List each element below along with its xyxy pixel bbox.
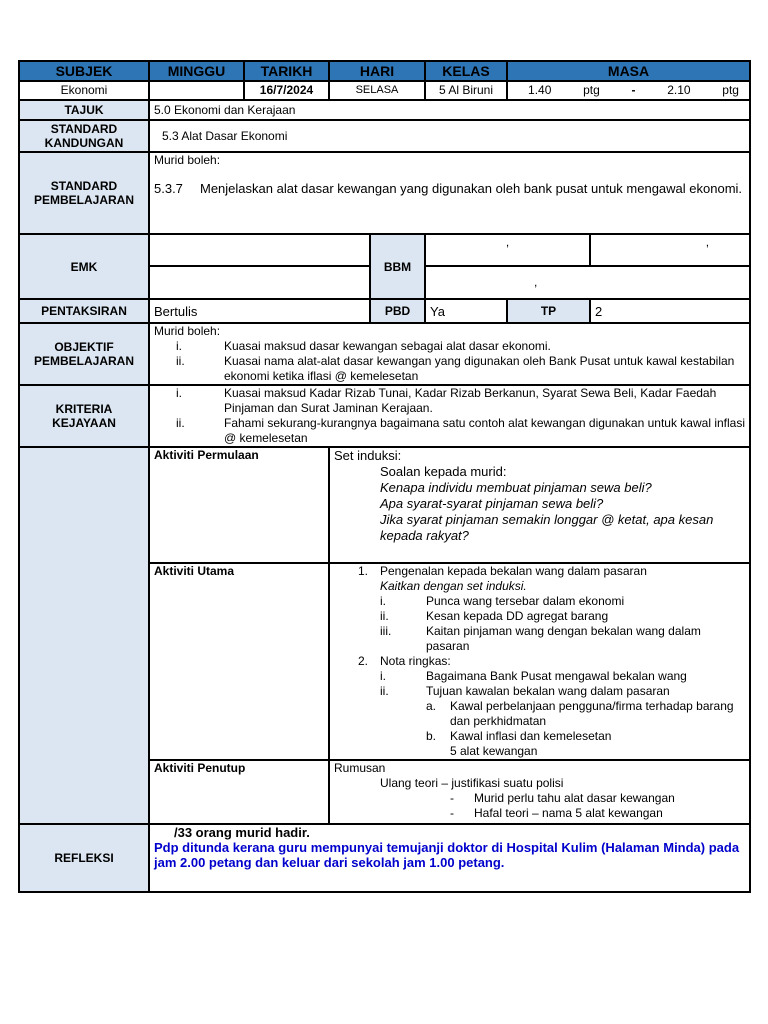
aktiviti-permulaan-label: Aktiviti Permulaan bbox=[149, 447, 329, 563]
lesson-plan bbox=[18, 60, 749, 893]
standard-pembelajaran-cell bbox=[149, 152, 750, 234]
masa-mula: 1.40 bbox=[528, 83, 552, 97]
utama-sub-item: iii. Kaitan pinjaman wang dengan bekalan wang dalam pasaran bbox=[380, 624, 701, 653]
sp-intro: Murid boleh: bbox=[154, 153, 221, 167]
header-subjek: SUBJEK bbox=[19, 61, 149, 81]
emk-cell-2 bbox=[149, 266, 370, 299]
sp-code: 5.3.7 bbox=[154, 181, 183, 196]
pentaksiran-label: PENTAKSIRAN bbox=[19, 299, 149, 323]
pbd-value: Ya bbox=[425, 299, 507, 323]
rumusan: Rumusan bbox=[334, 761, 386, 775]
set-induksi: Set induksi: bbox=[334, 448, 402, 463]
emk-label: EMK bbox=[19, 234, 149, 299]
emk-cell-1 bbox=[149, 234, 370, 266]
bbm-comma-3: , bbox=[534, 275, 538, 289]
refleksi-note: Pdp ditunda kerana guru mempunyai temujanji doktor di Hospital Kulim (Halaman Minda) pada jam 2.00 petang dan keluar dari sekolah jam 1.00 petang. bbox=[154, 840, 740, 870]
penutup-item: - Murid perlu tahu alat dasar kewangan bbox=[450, 791, 675, 805]
standard-pembelajaran-label: STANDARD PEMBELAJARAN bbox=[19, 152, 149, 234]
soalan-intro: Soalan kepada murid: bbox=[380, 464, 507, 479]
standard-kandungan-label: STANDARD KANDUNGAN bbox=[19, 120, 149, 152]
ulang-teori: Ulang teori – justifikasi suatu polisi bbox=[380, 776, 564, 790]
refleksi-label: REFLEKSI bbox=[19, 824, 149, 892]
utama-sub-item: i. Bagaimana Bank Pusat mengawal bekalan wang bbox=[380, 669, 687, 683]
info-hari: SELASA bbox=[329, 81, 425, 100]
tp-label: TP bbox=[507, 299, 590, 323]
sp-text: Menjelaskan alat dasar kewangan yang digunakan oleh bank pusat untuk mengawal ekonomi. bbox=[200, 181, 743, 196]
pbd-label: PBD bbox=[370, 299, 425, 323]
utama-point-2: Nota ringkas: bbox=[380, 654, 451, 668]
aktiviti-penutup-label: Aktiviti Penutup bbox=[149, 760, 329, 824]
info-kelas: 5 Al Biruni bbox=[425, 81, 507, 100]
standard-kandungan-value: 5.3 Alat Dasar Ekonomi bbox=[149, 120, 750, 152]
bbm-comma-2: , bbox=[705, 235, 710, 249]
tp-value: 2 bbox=[590, 299, 750, 323]
info-tarikh: 16/7/2024 bbox=[244, 81, 329, 100]
utama-sub-item: ii. Tujuan kawalan bekalan wang dalam pasaran bbox=[380, 684, 670, 698]
kriteria-item: i. Kuasai maksud Kadar Rizab Tunai, Kadar Rizab Berkanun, Syarat Sewa Beli, Kadar Faedah Pinjaman dan Surat Jaminan Kerajaan. bbox=[176, 386, 717, 415]
masa-tamat: 2.10 bbox=[667, 83, 691, 97]
utama-sub-item: ii. Kesan kepada DD agregat barang bbox=[380, 609, 609, 623]
aktiviti-utama-cell: 1. Pengenalan kepada bekalan wang dalam pasaran Kaitkan dengan set induksi. i. Punca wang tersebar dalam ekonomi ii. Kesan kepada DD agregat barang iii. Kaitan pinjaman wang dengan bekalan wang dalam pasaran 2. Nota ringkas: i. Bagaimana Bank Pusat mengawal bekalan wang ii. Tujuan kawalan bekalan wang dalam pasaran a. Kawal perbelanjaan pengguna/firma terhadap barang dan perkhidmatan b. Kawal inflasi dan kemelesetan 5 alat kewangan bbox=[329, 563, 750, 760]
bbm-cell-3 bbox=[425, 266, 750, 299]
pentaksiran-value: Bertulis bbox=[149, 299, 370, 323]
soalan-1: Kenapa individu membuat pinjaman sewa beli? bbox=[380, 480, 652, 495]
info-minggu bbox=[149, 81, 244, 100]
utama-tail: 5 alat kewangan bbox=[450, 744, 538, 758]
refleksi-hadir: /33 orang murid hadir. bbox=[174, 825, 310, 840]
header-kelas: KELAS bbox=[425, 61, 507, 81]
tajuk-value: 5.0 Ekonomi dan Kerajaan bbox=[149, 100, 750, 120]
bbm-cell-1 bbox=[425, 234, 590, 266]
masa-ptg-1: ptg bbox=[583, 83, 600, 97]
aktiviti-penutup-cell bbox=[329, 760, 750, 824]
masa-dash: - bbox=[631, 83, 636, 97]
aktiviti-label-cell bbox=[19, 447, 149, 824]
penutup-item: - Hafal teori – nama 5 alat kewangan bbox=[450, 806, 663, 820]
objektif-item: ii. Kuasai nama alat-alat dasar kewangan yang digunakan oleh Bank Pusat untuk kawal kestabilan ekonomi ketika iflasi @ kemelesetan bbox=[176, 354, 735, 383]
kriteria-item: ii. Fahami sekurang-kurangnya bagaimana satu contoh alat kewangan digunakan untuk kawal inflasi @ kemelesetan bbox=[176, 416, 745, 445]
objektif-item: i. Kuasai maksud dasar kewangan sebagai alat dasar ekonomi. bbox=[176, 339, 551, 353]
utama-point-1-note: Kaitkan dengan set induksi. bbox=[380, 579, 527, 593]
utama-point-1: Pengenalan kepada bekalan wang dalam pasaran bbox=[380, 564, 647, 578]
aktiviti-utama-label: Aktiviti Utama bbox=[149, 563, 329, 760]
objektif-cell bbox=[149, 323, 750, 385]
lesson-plan-table bbox=[18, 60, 751, 893]
header-minggu: MINGGU bbox=[149, 61, 244, 81]
header-hari: HARI bbox=[329, 61, 425, 81]
utama-sub-sub-item: a. Kawal perbelanjaan pengguna/firma terhadap barang dan perkhidmatan bbox=[426, 699, 734, 728]
header-tarikh: TARIKH bbox=[244, 61, 329, 81]
utama-sub-item: i. Punca wang tersebar dalam ekonomi bbox=[380, 594, 625, 608]
objektif-label: OBJEKTIF PEMBELAJARAN bbox=[19, 323, 149, 385]
kriteria-cell bbox=[149, 385, 750, 447]
info-masa bbox=[507, 81, 750, 100]
tajuk-label: TAJUK bbox=[19, 100, 149, 120]
objektif-intro: Murid boleh: bbox=[154, 324, 221, 338]
aktiviti-permulaan-cell bbox=[329, 447, 750, 563]
bbm-cell-2 bbox=[590, 234, 750, 266]
masa-ptg-2: ptg bbox=[722, 83, 739, 97]
header-masa: MASA bbox=[507, 61, 750, 81]
bbm-label: BBM bbox=[370, 234, 425, 299]
kriteria-label: KRITERIA KEJAYAAN bbox=[19, 385, 149, 447]
refleksi-cell bbox=[149, 824, 750, 892]
utama-sub-sub-item: b. Kawal inflasi dan kemelesetan bbox=[426, 729, 612, 743]
info-subjek: Ekonomi bbox=[19, 81, 149, 100]
soalan-3: Jika syarat pinjaman semakin longgar @ ketat, apa kesan kepada rakyat? bbox=[380, 512, 714, 543]
soalan-2: Apa syarat-syarat pinjaman sewa beli? bbox=[380, 496, 604, 511]
bbm-comma-1: , bbox=[505, 235, 510, 249]
